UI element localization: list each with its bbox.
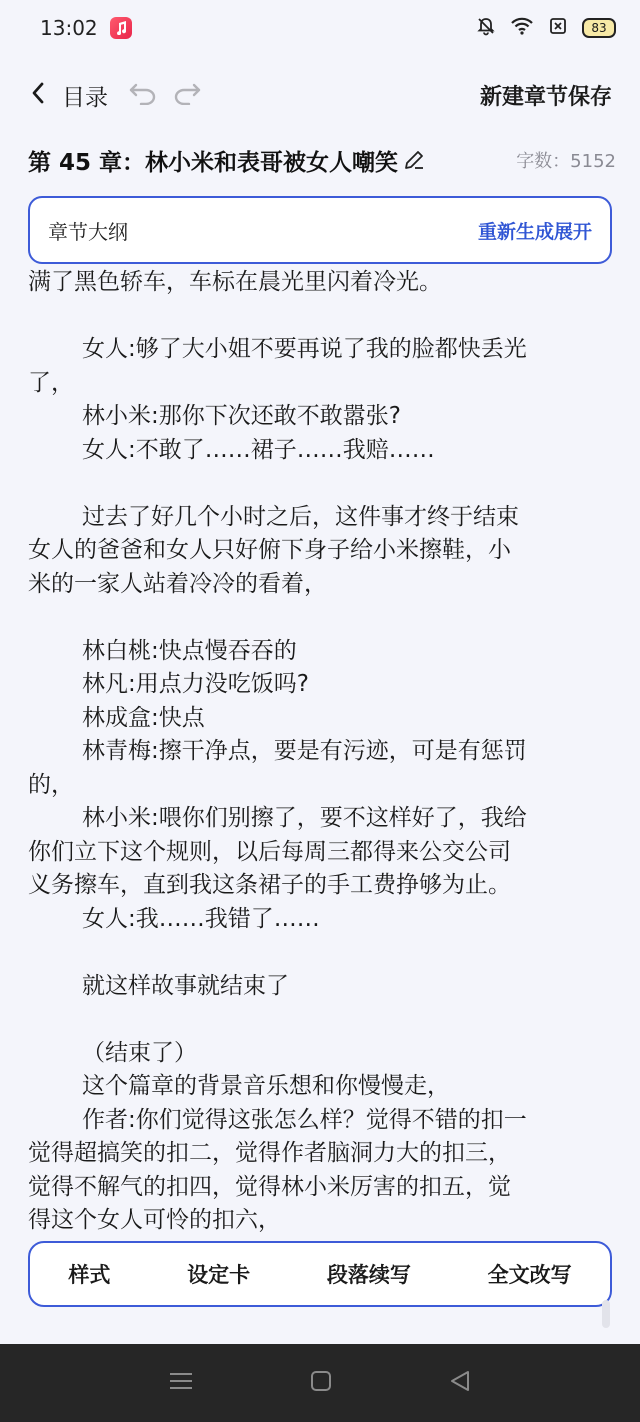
content-line: 女人:够了大小姐不要再说了我的脸都快丢光: [82, 336, 527, 362]
rewrite-all-button[interactable]: 全文改写: [487, 1263, 572, 1287]
home-square-icon[interactable]: [309, 1369, 333, 1397]
content-line: 林小米:喂你们别擦了，要不这样好了，我给: [82, 805, 527, 831]
content-line: 林凡:用点力没吃饭吗?: [82, 671, 309, 697]
content-line: 满了黑色轿车，车标在晨光里闪着冷光。: [28, 269, 442, 295]
content-line: 作者:你们觉得这张怎么样？觉得不错的扣一: [82, 1106, 527, 1133]
content-line: 觉得不解气的扣四，觉得林小米厉害的扣五，觉: [28, 1173, 511, 1200]
battery-icon: 83: [582, 18, 616, 38]
undo-icon[interactable]: [128, 81, 158, 109]
back-label: 目录: [62, 84, 108, 111]
scrollbar-thumb[interactable]: [602, 1300, 610, 1328]
mute-bell-icon: [476, 16, 496, 40]
content-line: 林小米:那你下次还敢不敢嚣张?: [82, 403, 401, 429]
menu-icon[interactable]: [168, 1369, 194, 1397]
settings-card-button[interactable]: 设定卡: [187, 1263, 251, 1287]
chevron-left-icon: [30, 81, 46, 109]
style-button[interactable]: 样式: [68, 1263, 111, 1287]
content-line: （结束了）: [82, 1039, 197, 1066]
new-chapter-save-button[interactable]: 新建章节保存: [479, 84, 612, 110]
content-line: 的，: [28, 771, 74, 798]
blank-line: [28, 936, 612, 970]
bottom-toolbar: [28, 1241, 612, 1307]
wifi-icon: [510, 16, 534, 40]
content-line: 觉得超搞笑的扣二，觉得作者脑洞力大的扣三，: [28, 1140, 511, 1166]
sim-off-icon: [548, 16, 568, 40]
content-line: 得这个女人可怜的扣六，: [28, 1207, 281, 1233]
undo-redo-group: [128, 81, 202, 109]
status-icons: [476, 16, 616, 40]
content-line: 女人:不敢了……裙子……我赔……: [82, 436, 435, 463]
chapter-outline-box[interactable]: [28, 196, 612, 264]
content-line: 林白桃:快点慢吞吞的: [82, 637, 297, 664]
content-line: 你们立下这个规则，以后每周三都得来公交公司: [28, 838, 511, 865]
regenerate-expand-button[interactable]: 重新生成展开: [477, 220, 592, 243]
content-line: 林青梅:擦干净点，要是有污迹，可是有惩罚: [82, 738, 527, 764]
music-app-icon: [110, 17, 132, 39]
word-count: 字数：5152: [516, 151, 616, 172]
chapter-title-row: [28, 140, 616, 180]
blank-line: [28, 601, 612, 635]
outline-label: 章节大纲: [48, 219, 128, 244]
status-time: 13:02: [40, 16, 98, 40]
system-nav-bar: [0, 1344, 640, 1422]
back-triangle-icon[interactable]: [448, 1369, 472, 1397]
blank-line: [28, 300, 612, 334]
blank-line: [28, 1003, 612, 1037]
chapter-title[interactable]: 第 45 章：林小米和表哥被女人嘲笑: [28, 149, 399, 176]
content-line: 义务擦车，直到我这条裙子的手工费挣够为止。: [28, 872, 511, 898]
content-line: 这个篇章的背景音乐想和你慢慢走，: [82, 1073, 450, 1099]
back-to-catalog-button[interactable]: [30, 79, 108, 112]
redo-icon[interactable]: [172, 81, 202, 109]
content-line: 林成盒:快点: [82, 704, 205, 731]
content-line: 了，: [28, 369, 74, 396]
blank-line: [28, 467, 612, 501]
status-bar: [0, 0, 640, 56]
content-line: 女人的爸爸和女人只好俯下身子给小米擦鞋，小: [28, 537, 511, 563]
pencil-icon[interactable]: [402, 148, 426, 172]
continue-paragraph-button[interactable]: 段落续写: [326, 1263, 411, 1287]
chapter-content-editor[interactable]: [28, 266, 612, 1240]
content-line: 米的一家人站着冷冷的看着，: [28, 570, 327, 597]
content-line: 女人:我……我错了……: [82, 905, 320, 932]
content-line: 过去了好几个小时之后，这件事才终于结束: [82, 503, 519, 530]
top-bar: [0, 68, 640, 122]
content-line: 就这样故事就结束了: [82, 972, 289, 999]
